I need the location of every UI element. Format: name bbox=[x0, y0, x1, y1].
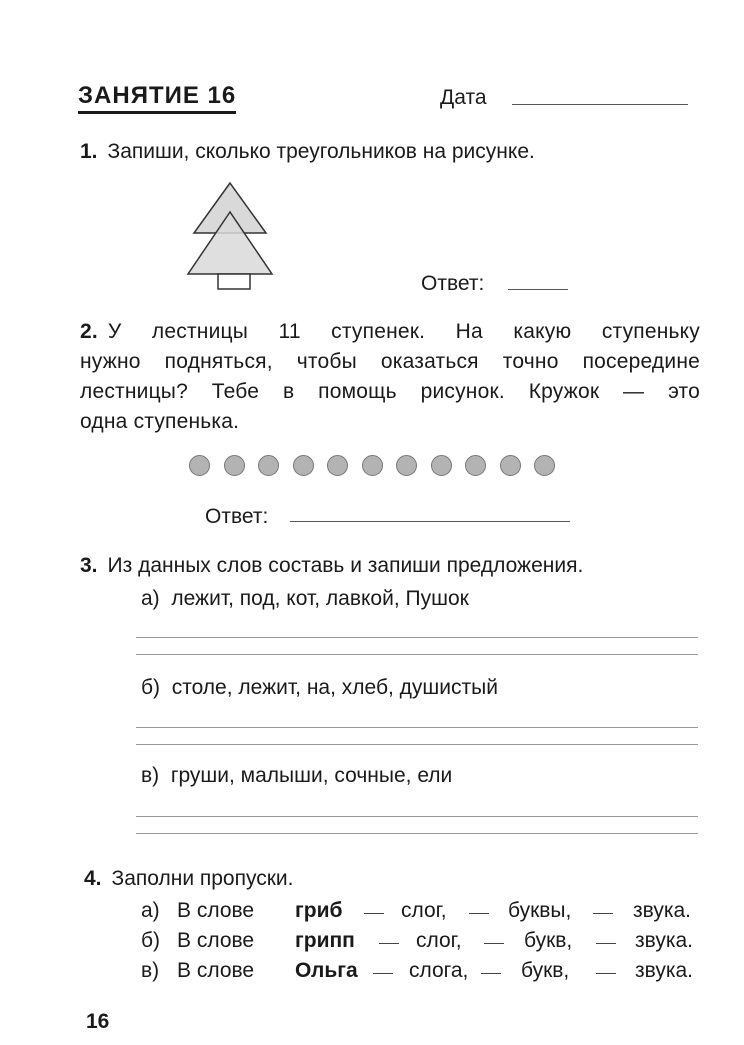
lesson-title: ЗАНЯТИЕ 16 bbox=[78, 82, 236, 114]
task-3-words-a: лежит, под, кот, лавкой, Пушок bbox=[171, 587, 469, 610]
stair-circle bbox=[534, 455, 555, 476]
task-4-blank-b2[interactable] bbox=[484, 929, 504, 944]
task-4-text: Заполни пропуски. bbox=[111, 867, 294, 890]
task-3-words-b: столе, лежит, на, хлеб, душистый bbox=[171, 676, 498, 699]
task-1-answer-label: Ответ: bbox=[421, 272, 485, 295]
task-4-word-b: грипп bbox=[295, 929, 355, 952]
stair-circle bbox=[431, 455, 452, 476]
task-3-write-line-c1[interactable] bbox=[136, 816, 698, 817]
task-3-number: 3. bbox=[80, 554, 98, 577]
task-3-write-line-c2[interactable] bbox=[136, 833, 698, 834]
task-2-line-4: одна ступенька. bbox=[80, 410, 240, 433]
stair-circle bbox=[396, 455, 417, 476]
date-line bbox=[512, 104, 688, 105]
tree-trunk bbox=[218, 274, 250, 289]
date-label: Дата bbox=[440, 86, 487, 109]
stair-circle bbox=[224, 455, 245, 476]
task-4-word-a: гриб bbox=[295, 899, 343, 922]
stair-circle bbox=[189, 455, 210, 476]
task-3-item-b: б) столе, лежит, на, хлеб, душистый bbox=[141, 676, 498, 699]
stair-circle bbox=[258, 455, 279, 476]
task-4-row-c: в) В слове Ольга слога, букв, звука. bbox=[141, 959, 693, 982]
task-4-row-a: а) В слове гриб слог, буквы, звука. bbox=[141, 899, 691, 922]
page-number: 16 bbox=[86, 1010, 110, 1033]
task-2-line-1: 2. У лестницы 11 ступенек. На какую ступеньку bbox=[80, 320, 700, 343]
task-2-number: 2. bbox=[80, 320, 98, 343]
task-4-word-c: Ольга bbox=[295, 959, 358, 982]
bottom-triangle bbox=[188, 212, 272, 274]
task-4-blank-a1[interactable] bbox=[364, 899, 384, 914]
stair-circle bbox=[500, 455, 521, 476]
task-4-prompt bbox=[84, 864, 294, 894]
task-1-prompt bbox=[80, 137, 535, 167]
stair-circle bbox=[465, 455, 486, 476]
task-3-text: Из данных слов составь и запиши предложения. bbox=[107, 554, 584, 577]
task-4-blank-b1[interactable] bbox=[379, 929, 399, 944]
task-2-line-2: нужно подняться, чтобы оказаться точно посередине bbox=[80, 350, 700, 373]
task-4-blank-a3[interactable] bbox=[593, 899, 613, 914]
stair-circle bbox=[362, 455, 383, 476]
task-2-line-3: лестницы? Тебе в помощь рисунок. Кружок — это bbox=[80, 380, 700, 403]
task-1-text: Запиши, сколько треугольников на рисунке. bbox=[107, 140, 535, 163]
task-4-blank-a2[interactable] bbox=[469, 899, 489, 914]
task-4-number: 4. bbox=[84, 867, 102, 890]
task-1-number: 1. bbox=[80, 140, 98, 163]
task-2-answer-label: Ответ: bbox=[205, 505, 269, 528]
stair-circle bbox=[293, 455, 314, 476]
task-4-row-b: б) В слове грипп слог, букв, звука. bbox=[141, 929, 693, 952]
task-3-item-c: в) груши, малыши, сочные, ели bbox=[141, 764, 453, 787]
task-4-blank-b3[interactable] bbox=[596, 929, 616, 944]
task-3-item-a: а) лежит, под, кот, лавкой, Пушок bbox=[141, 587, 469, 610]
stair-circles bbox=[189, 455, 555, 476]
task-3-write-line-a1[interactable] bbox=[136, 637, 698, 638]
tree-triangles-figure bbox=[184, 180, 276, 294]
stair-circle bbox=[327, 455, 348, 476]
task-3-write-line-b2[interactable] bbox=[136, 744, 698, 745]
task-4-blank-c3[interactable] bbox=[596, 959, 616, 974]
task-2-answer-line[interactable] bbox=[290, 521, 570, 522]
task-4-blank-c2[interactable] bbox=[481, 959, 501, 974]
task-3-write-line-b1[interactable] bbox=[136, 727, 698, 728]
task-3-write-line-a2[interactable] bbox=[136, 654, 698, 655]
task-3-prompt bbox=[80, 551, 583, 581]
task-4-blank-c1[interactable] bbox=[373, 959, 393, 974]
task-2-prompt bbox=[80, 317, 700, 437]
task-3-words-c: груши, малыши, сочные, ели bbox=[170, 764, 453, 787]
task-1-answer-line[interactable] bbox=[508, 289, 568, 290]
